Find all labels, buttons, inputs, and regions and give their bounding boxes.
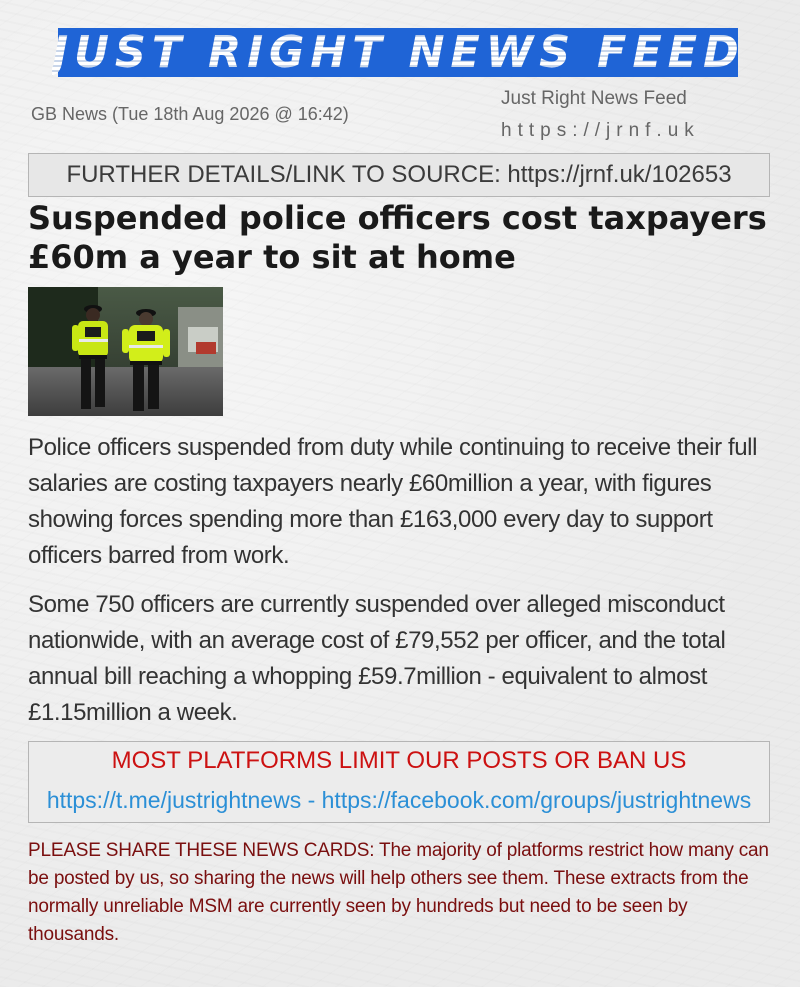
police-officers-photo	[28, 287, 223, 416]
share-notice: PLEASE SHARE THESE NEWS CARDS: The majority of platforms restrict how many can be posted by us, so sharing the news will help others see them. These extracts from the normally unreliable MSM are currently seen by hundreds but need to be seen by thousands.	[28, 840, 769, 945]
banner-title: JUST RIGHT NEWS FEED	[51, 27, 745, 78]
article-paragraph: Police officers suspended from duty while continuing to receive their full salaries are costing taxpayers nearly £60million a year, with figures showing forces spending more than £163,000 every day to support officers barred from work.	[28, 434, 758, 569]
source-date: GB News (Tue 18th Aug 2026 @ 16:42)	[31, 104, 349, 124]
social-links[interactable]: https://t.me/justrightnews - https://facebook.com/groups/justrightnews	[46, 787, 752, 813]
promo-box	[28, 741, 770, 823]
site-name: Just Right News Feed	[501, 88, 687, 109]
source-link-text[interactable]: FURTHER DETAILS/LINK TO SOURCE: https://jrnf.uk/102653	[66, 161, 732, 188]
headline: Suspended police officers cost taxpayers £60m a year to sit at home	[28, 199, 767, 276]
article-body	[28, 430, 776, 744]
site-url-link[interactable]: https://jrnf.uk	[501, 120, 700, 141]
source-link-box[interactable]	[28, 153, 770, 197]
article-paragraph: Some 750 officers are currently suspended over alleged misconduct nationwide, with an average cost of £79,552 per officer, and the total annual bill reaching a whopping £59.7million - equivalent to almost £1.15million a week.	[28, 591, 726, 726]
site-banner	[51, 27, 745, 78]
platform-warning: MOST PLATFORMS LIMIT OUR POSTS OR BAN US	[111, 747, 687, 774]
